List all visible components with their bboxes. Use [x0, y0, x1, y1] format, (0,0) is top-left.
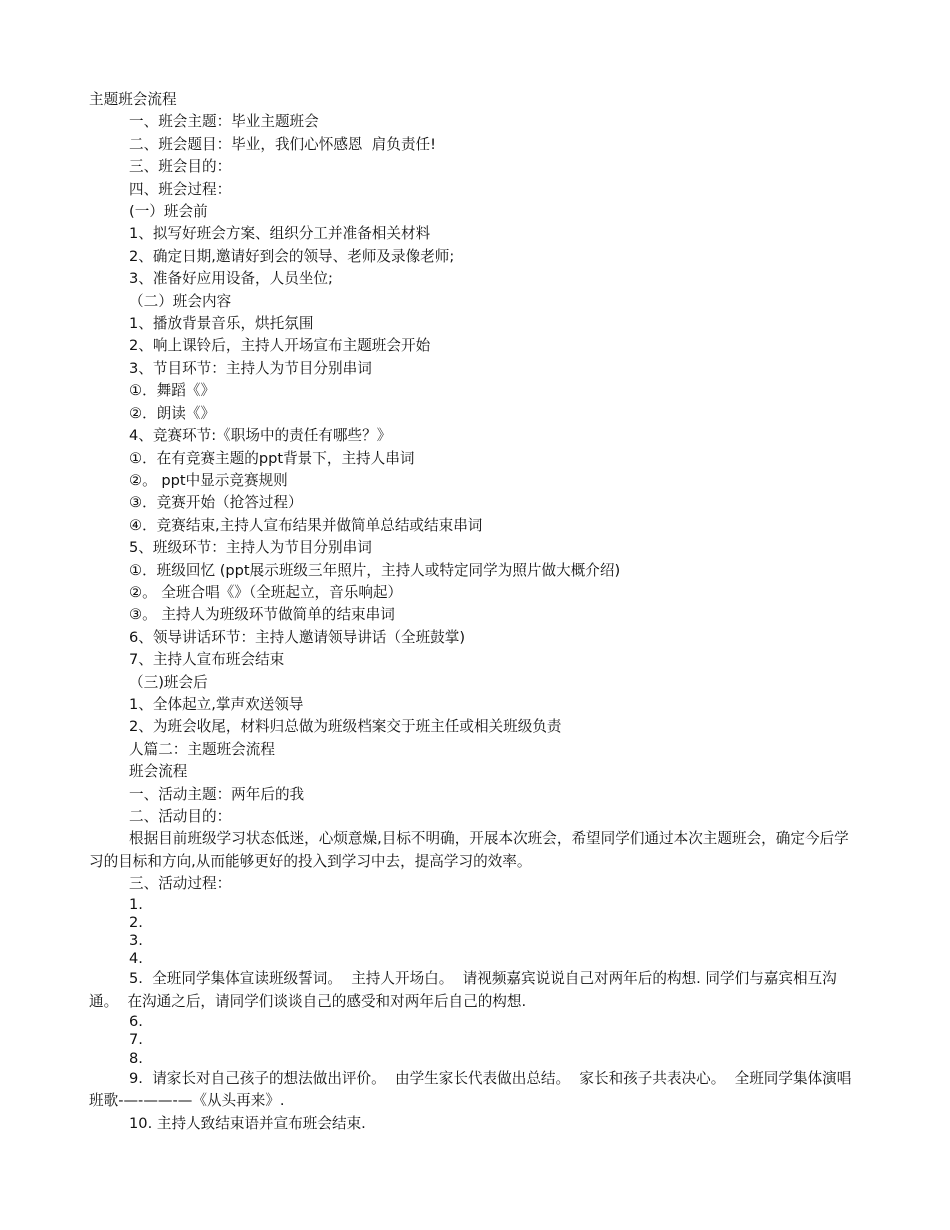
doc-line: 四、班会过程：: [129, 180, 232, 198]
doc-line: ②。 ppt中显示竞赛规则: [129, 471, 288, 489]
doc-line: 5、班级环节：主持人为节目分别串词: [129, 539, 372, 557]
doc-list-item: 4.: [129, 950, 143, 968]
doc-line: 7、主持人宣布班会结束: [129, 651, 285, 669]
doc-line: 二、活动目的：: [129, 808, 232, 825]
doc-line: ④．竞赛结束,主持人宣布结果并做简单总结或结束串词: [129, 516, 483, 534]
doc-list-item: 10. 主持人致结束语并宣布班会结束.: [129, 1114, 366, 1132]
doc-list-item: 1.: [129, 895, 143, 913]
doc-line: ③．竞赛开始（抢答过程）: [129, 494, 303, 512]
doc-list-item: 3.: [129, 932, 143, 950]
document-body: [89, 89, 861, 1135]
doc-line: (一）班会前: [129, 203, 208, 221]
doc-line: 1、播放背景音乐，烘托氛围: [129, 315, 314, 333]
doc-line: （二）班会内容: [129, 292, 232, 310]
doc-list-item: 8.: [129, 1049, 143, 1067]
doc-line: ①．舞蹈《》: [129, 382, 216, 400]
doc-list-item: 6.: [129, 1013, 143, 1031]
doc-line: 4、竞赛环节:《职场中的责任有哪些？》: [129, 427, 392, 445]
doc-line: 一、班会主题：毕业主题班会: [129, 113, 319, 131]
doc-line: 人篇二：主题班会流程: [129, 740, 275, 758]
doc-line: 1、拟写好班会方案、组织分工并准备相关材料: [129, 225, 431, 243]
doc-list-item: 9. 请家长对自己孩子的想法做出评价。 由学生家长代表做出总结。 家长和孩子共表决心。 全班同学集体演唱班歌-—-——-—《从头再来》.: [89, 1069, 852, 1110]
doc-line: ③。 主持人为班级环节做简单的结束串词: [129, 606, 395, 624]
doc-line: 班会流程: [129, 763, 188, 781]
doc-line: 2、为班会收尾，材料归总做为班级档案交于班主任或相关班级负责: [129, 718, 562, 736]
doc-line: 一、活动主题：两年后的我: [129, 785, 305, 803]
doc-line: 3、节目环节：主持人为节目分别串词: [129, 359, 372, 377]
doc-title: 主题班会流程: [89, 91, 177, 108]
doc-line: 二、班会题目：毕业，我们心怀感恩 肩负责任!: [129, 135, 437, 153]
doc-line: ②。 全班合唱《》（全班起立，音乐响起）: [129, 583, 403, 601]
doc-list-item: 7.: [129, 1031, 143, 1049]
doc-line: ②．朗读《》: [129, 404, 216, 422]
doc-list-item: 5. 全班同学集体宣读班级誓词。 主持人开场白。 请视频嘉宾说说自己对两年后的构想. 同学们与嘉宾相互沟通。 在沟通之后，请同学们谈谈自己的感受和对两年后自己的构想.: [89, 970, 837, 1010]
doc-paragraph: 根据目前班级学习状态低迷，心烦意燥,目标不明确，开展本次班会，希望同学们通过本次主题班会，确定今后学习的目标和方向,从而能够更好的投入到学习中去，提高学习的效率。: [89, 830, 849, 870]
doc-line: 三、活动过程：: [129, 875, 232, 893]
doc-line: ①．在有竞赛主题的ppt背景下，主持人串词: [129, 449, 415, 467]
doc-list-item: 2.: [129, 913, 143, 931]
doc-line: 6、领导讲话环节：主持人邀请领导讲话（全班鼓掌): [129, 628, 466, 646]
doc-line: ①．班级回忆 (ppt展示班级三年照片，主持人或特定同学为照片做大概介绍): [129, 561, 621, 579]
doc-line: 1、全体起立,掌声欢送领导: [129, 695, 304, 713]
doc-line: 3、准备好应用设备，人员坐位;: [129, 270, 333, 288]
doc-line: 2、确定日期,邀请好到会的领导、老师及录像老师;: [129, 247, 455, 265]
doc-line: （三)班会后: [129, 673, 208, 691]
doc-line: 三、班会目的：: [129, 158, 232, 176]
doc-line: 2、响上课铃后，主持人开场宣布主题班会开始: [129, 337, 431, 355]
